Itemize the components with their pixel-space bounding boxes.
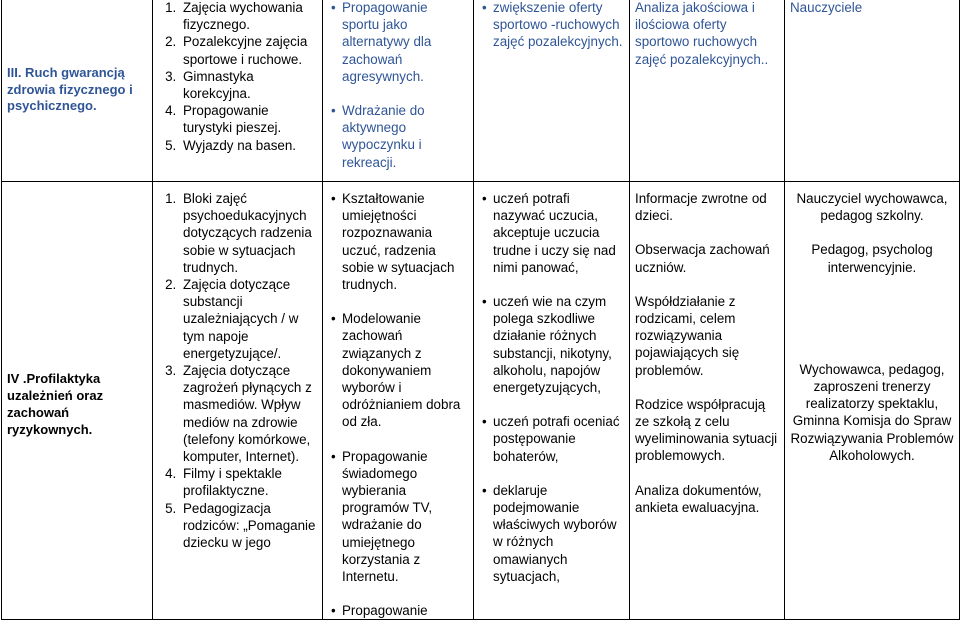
list-item: • Modelowanie zachowań związanych z dokonywaniem wyborów i odróżnianiem dobra od zła. xyxy=(342,310,468,430)
list-item: 4. Filmy i spektakle profilaktyczne. xyxy=(180,465,317,499)
effects-list xyxy=(479,0,624,51)
list-item: 1. Zajęcia wychowania fizycznego. xyxy=(180,0,317,33)
list-item: • uczeń potrafi nazywać uczucia, akceptuje uczucia trudne i uczy się nad nimi panować, xyxy=(493,190,624,276)
list-item: • zwiększenie oferty sportowo -ruchowych zajęć pozalekcyjnych. xyxy=(493,0,624,51)
list-item: • uczeń wie na czym polega szkodliwe działanie różnych substancji, nikotyny, alkoholu, napojów energetyzujących, xyxy=(493,293,624,396)
evaluation-text: Analiza jakościowa i ilościowa oferty sportowo ruchowych zajęć pozalekcyjnych.. xyxy=(635,0,769,67)
goals-cell xyxy=(323,0,474,182)
list-item: • deklaruje podejmowanie właściwych wyborów w różnych omawianych sytuacjach, xyxy=(493,482,624,585)
section-title: IV .Profilaktyka uzależnień oraz zachowań ryzykownych. xyxy=(7,371,104,437)
goals-list xyxy=(328,190,468,619)
list-item: 3. Gimnastyka korekcyjna. xyxy=(180,68,317,102)
list-item: • Propagowanie sportu jako alternatywy dla zachowań agresywnych. xyxy=(342,0,468,85)
evaluation-text: Rodzice współpracują ze szkołą z celu wyeliminowania sytuacji problemowych. xyxy=(635,396,778,464)
section-title-cell xyxy=(2,0,153,182)
list-item: 1. Bloki zajęć psychoedukacyjnych dotyczących radzenia sobie w sytuacjach trudnych. xyxy=(180,190,317,276)
evaluation-text: Analiza dokumentów, ankieta ewaluacyjna. xyxy=(635,482,762,515)
effects-cell xyxy=(474,0,630,182)
evaluation-cell xyxy=(630,182,785,620)
list-item: 2. Pozalekcyjne zajęcia sportowe i ruchowe. xyxy=(180,33,317,67)
list-item: • Wdrażanie do aktywnego wypoczynku i rekreacji. xyxy=(342,102,468,171)
table-row-section-3 xyxy=(2,0,960,182)
goals-cell xyxy=(323,182,474,620)
list-item: 5. Wyjazdy na basen. xyxy=(180,137,317,154)
list-item: • Propagowanie świadomego wybierania programów TV, wdrażanie do umiejętnego korzystania z Internetu. xyxy=(342,448,468,586)
effects-list xyxy=(479,190,624,585)
forms-list xyxy=(158,0,317,154)
effects-cell xyxy=(474,182,630,620)
section-title: III. Ruch gwarancją zdrowia fizycznego i psychicznego. xyxy=(7,64,133,114)
responsible-text: Wychowawca, pedagog, zaproszeni trenerzy realizatorzy spektaklu, Gminna Komisja do Spraw Rozwiązywania Problemów Alkoholowych. xyxy=(790,361,954,463)
responsible-cell xyxy=(785,182,960,620)
list-item: 3. Zajęcia dotyczące zagrożeń płynących z masmediów. Wpływ mediów na zdrowie (telefony komórkowe, komputer, Internet). xyxy=(180,362,317,465)
list-item: • Propagowanie xyxy=(342,602,468,619)
section-title-cell xyxy=(2,182,153,620)
responsible-text: Pedagog, psycholog interwencyjnie. xyxy=(811,242,933,275)
evaluation-text: Współdziałanie z rodzicami, celem rozwiązywania pojawiających się problemów. xyxy=(635,293,740,378)
forms-cell xyxy=(153,0,323,182)
evaluation-text: Obserwacja zachowań uczniów. xyxy=(635,242,770,275)
list-item: • Kształtowanie umiejętności rozpoznawania uczuć, radzenia sobie w sytuacjach trudnych. xyxy=(342,190,468,293)
list-item: 5. Pedagogizacja rodziców: „Pomaganie dziecku w jego xyxy=(180,500,317,552)
table-row-section-4 xyxy=(2,182,960,620)
goals-list xyxy=(328,0,468,171)
evaluation-text: Informacje zwrotne od dzieci. xyxy=(635,191,767,224)
forms-cell xyxy=(153,182,323,620)
responsible-text: Nauczyciel wychowawca, pedagog szkolny. xyxy=(796,191,948,224)
responsible-cell xyxy=(785,0,960,182)
program-table xyxy=(1,0,960,620)
forms-list xyxy=(158,190,317,551)
list-item: 4. Propagowanie turystyki pieszej. xyxy=(180,102,317,136)
list-item: 2. Zajęcia dotyczące substancji uzależniających / w tym napoje energetyzujące/. xyxy=(180,276,317,362)
responsible-text: Nauczyciele xyxy=(790,0,863,15)
evaluation-cell xyxy=(630,0,785,182)
list-item: • uczeń potrafi oceniać postępowanie bohaterów, xyxy=(493,413,624,465)
